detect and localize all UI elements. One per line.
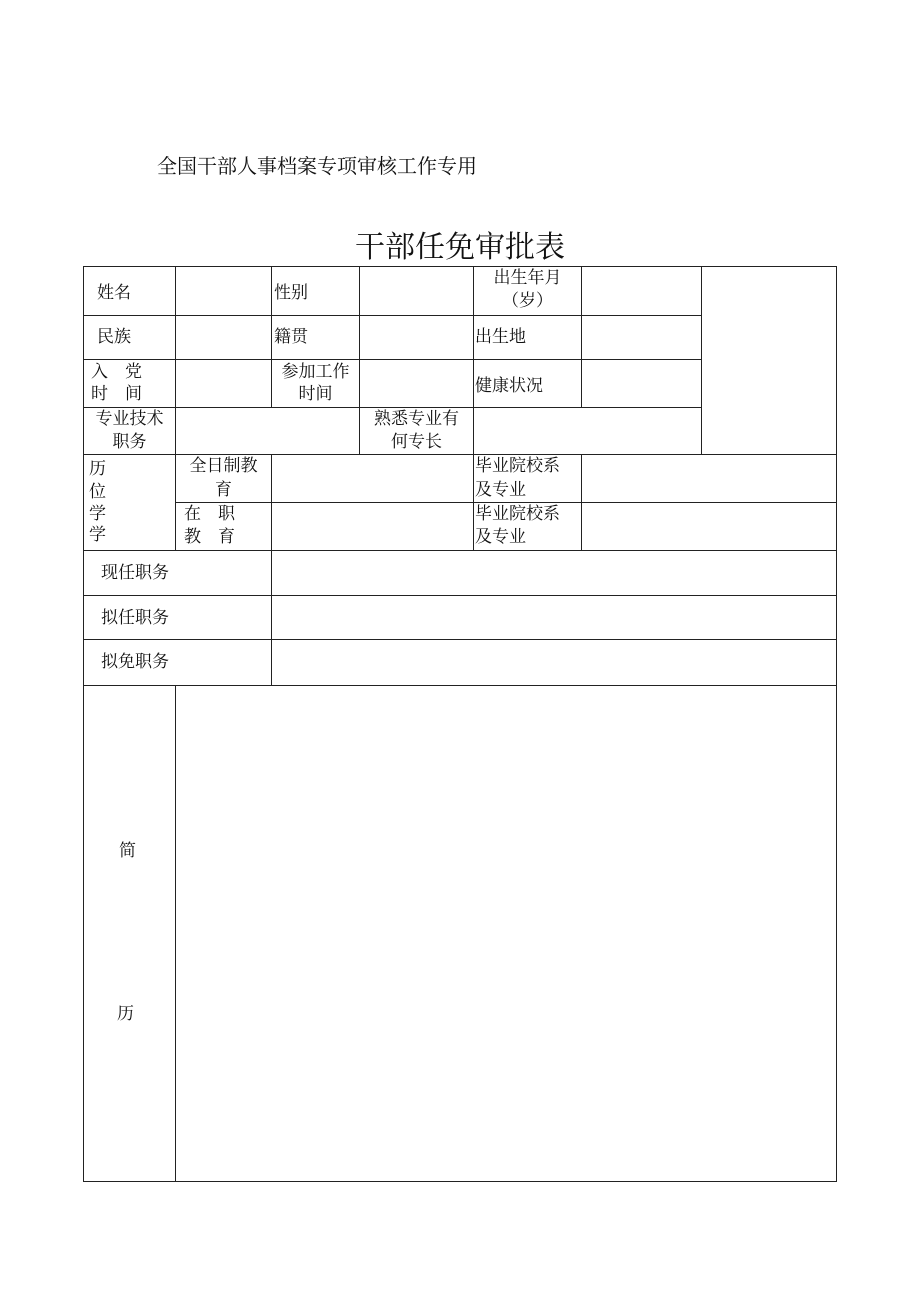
name-field[interactable] — [176, 267, 271, 315]
label-education-4: 学 — [89, 525, 106, 545]
label-proposed-post: 拟任职务 — [101, 608, 169, 628]
label-party-join-1: 入 党 — [91, 362, 142, 382]
label-birthplace: 出生地 — [475, 327, 526, 347]
party-join-field[interactable] — [176, 360, 271, 407]
removed-post-field[interactable] — [272, 640, 836, 685]
label-tech-title-2: 职务 — [112, 432, 147, 452]
label-fulltime-edu-2: 育 — [215, 480, 232, 500]
tech-title-field[interactable] — [176, 408, 359, 454]
label-education-3: 学 — [89, 504, 106, 524]
expertise-field[interactable] — [474, 408, 701, 454]
label-ethnicity: 民族 — [97, 327, 131, 347]
label-name: 姓名 — [97, 283, 131, 303]
health-field[interactable] — [582, 360, 701, 407]
gender-field[interactable] — [360, 267, 473, 315]
document-header: 全国干部人事档案专项审核工作专用 — [157, 154, 477, 178]
label-expertise-1: 熟悉专业有 — [374, 409, 459, 429]
label-tech-title-1: 专业技术 — [95, 409, 164, 429]
label-gender: 性别 — [274, 283, 308, 303]
label-birth-age: （岁） — [502, 291, 553, 311]
label-inservice-school-1: 毕业院校系 — [475, 504, 560, 524]
label-health: 健康状况 — [475, 376, 543, 396]
label-fulltime-school-1: 毕业院校系 — [475, 456, 560, 476]
label-party-join-2: 时 间 — [91, 384, 142, 404]
fulltime-edu-field[interactable] — [272, 455, 473, 502]
label-expertise-2: 何专长 — [391, 432, 442, 452]
label-work-start-1: 参加工作 — [281, 362, 350, 382]
native-place-field[interactable] — [360, 316, 473, 359]
label-inservice-edu-2: 教 育 — [184, 527, 235, 547]
inservice-school-field[interactable] — [582, 503, 836, 550]
birth-date-field[interactable] — [582, 267, 701, 315]
label-resume-2: 历 — [117, 1004, 134, 1024]
work-start-field[interactable] — [360, 360, 473, 407]
photo-box[interactable] — [702, 267, 836, 454]
birthplace-field[interactable] — [582, 316, 701, 359]
ethnicity-field[interactable] — [176, 316, 271, 359]
label-removed-post: 拟免职务 — [101, 652, 169, 672]
form-title: 干部任免审批表 — [355, 230, 565, 265]
label-fulltime-edu-1: 全日制教 — [189, 456, 258, 476]
proposed-post-field[interactable] — [272, 596, 836, 639]
label-education-2: 位 — [89, 482, 106, 502]
current-post-field[interactable] — [272, 551, 836, 595]
label-resume-1: 简 — [119, 841, 136, 861]
label-current-post: 现任职务 — [101, 563, 169, 583]
label-inservice-school-2: 及专业 — [475, 527, 526, 547]
label-fulltime-school-2: 及专业 — [475, 480, 526, 500]
label-birth-date: 出生年月 — [493, 268, 562, 288]
label-inservice-edu-1: 在 职 — [184, 504, 235, 524]
label-native-place: 籍贯 — [274, 327, 308, 347]
fulltime-school-field[interactable] — [582, 455, 836, 502]
label-education-1: 历 — [89, 459, 106, 479]
resume-field[interactable] — [176, 686, 836, 1181]
inservice-edu-field[interactable] — [272, 503, 473, 550]
label-work-start-2: 时间 — [298, 384, 333, 404]
